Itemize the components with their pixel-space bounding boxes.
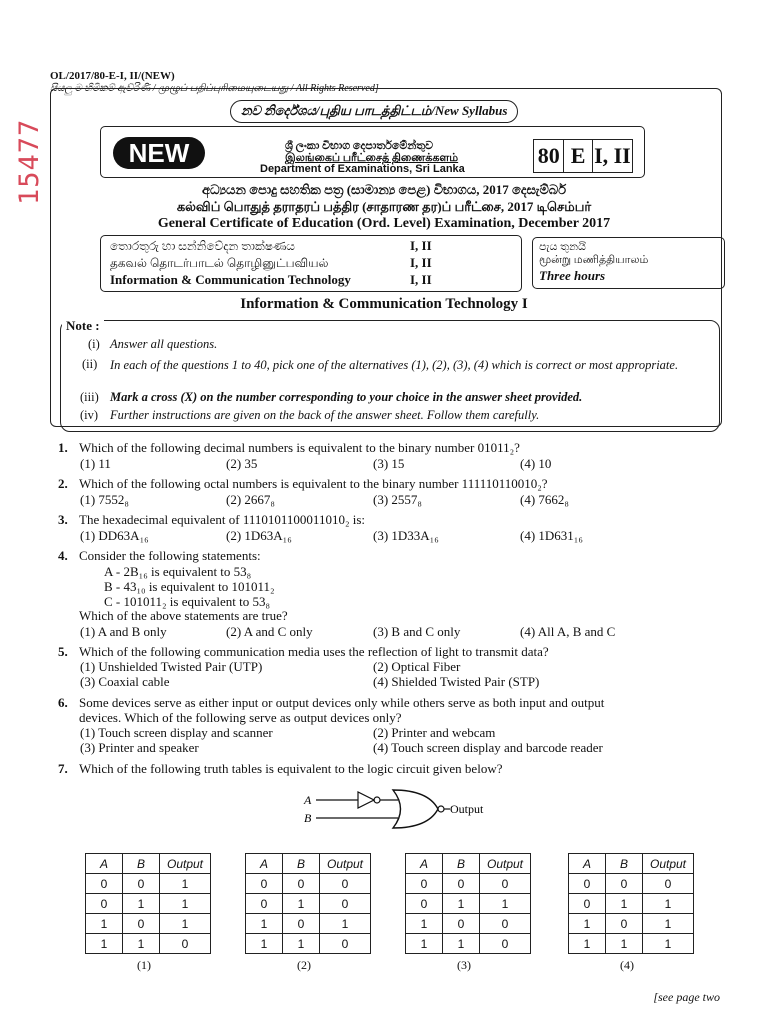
table-cell: 0 — [123, 874, 160, 894]
question-number: 3. — [58, 512, 68, 527]
table-cell: 0 — [246, 894, 283, 914]
option: (1) Touch screen display and scanner — [80, 725, 273, 740]
subject-part: I, II — [410, 238, 432, 253]
option: (4) 1D631₁₆ — [520, 528, 583, 543]
table-row — [406, 934, 531, 954]
table-cell: 1 — [160, 894, 211, 914]
option: (2) Optical Fiber — [373, 659, 461, 674]
table-row — [246, 914, 371, 934]
truth-table-label: (3) — [457, 958, 471, 972]
table-header: Output — [480, 854, 531, 874]
note-num: (iv) — [80, 408, 99, 422]
option: (1) Unshielded Twisted Pair (UTP) — [80, 659, 263, 674]
table-cell: 0 — [480, 914, 531, 934]
subject-part: I, II — [410, 272, 432, 287]
truth-table-label: (1) — [137, 958, 151, 972]
table-header: A — [406, 854, 443, 874]
question-number: 5. — [58, 644, 68, 659]
table-row — [406, 894, 531, 914]
duration-sinhala: පැය තුනයි — [539, 241, 586, 253]
table-cell: 0 — [86, 874, 123, 894]
table-cell: 0 — [569, 894, 606, 914]
question-number: 2. — [58, 476, 68, 491]
table-cell: 1 — [86, 934, 123, 954]
table-cell: 0 — [480, 934, 531, 954]
note-item: In each of the questions 1 to 40, pick one of the alternatives (1), (2), (3), (4) which is correct or most appropriate. — [110, 358, 679, 372]
question-number: 1. — [58, 440, 68, 455]
table-cell: 0 — [160, 934, 211, 954]
duration-tamil: மூன்று மணித்தியாலம் — [539, 254, 649, 266]
exam-title-sinhala: අධ්‍යයන පොදු සහතික පත්‍ර (සාමාන්‍ය පෙළ) විභාගය, 2017 දෙසැම්බර් — [201, 182, 567, 197]
statement: B - 43₁₀ is equivalent to 101011₂ — [104, 579, 275, 594]
table-cell: 1 — [643, 894, 694, 914]
note-item: Further instructions are given on the back of the answer sheet. Follow them carefully. — [110, 408, 540, 422]
question-text: Which of the following truth tables is equivalent to the logic circuit given below? — [79, 761, 503, 776]
table-row — [86, 914, 211, 934]
table-row — [86, 874, 211, 894]
logic-circuit-diagram — [298, 786, 498, 830]
table-cell: 1 — [246, 934, 283, 954]
option: (3) B and C only — [373, 624, 461, 639]
option: (3) 2557₈ — [373, 492, 422, 507]
option: (3) 1D33A₁₆ — [373, 528, 439, 543]
table-row — [569, 874, 694, 894]
option: (3) Printer and speaker — [80, 740, 199, 755]
question-text: Some devices serve as either input or output devices only while others serve as both input and output — [79, 695, 605, 710]
table-cell: 0 — [320, 894, 371, 914]
question-number: 7. — [58, 761, 68, 776]
new-badge: NEW — [113, 137, 205, 169]
table-cell: 1 — [643, 914, 694, 934]
table-row — [86, 934, 211, 954]
table-row — [569, 894, 694, 914]
table-header: A — [569, 854, 606, 874]
question-text: The hexadecimal equivalent of 1110101100011010₂ is: — [79, 512, 366, 527]
table-header: B — [123, 854, 160, 874]
table-cell: 1 — [569, 934, 606, 954]
output-label: Output — [450, 802, 484, 816]
exam-title-tamil: கல்விப் பொதுத் தராதரப் பத்திர (சாதாரண தர)ப் பரீட்சை, 2017 டிசெம்பர் — [176, 199, 592, 214]
subject-english: Information & Communication Technology — [110, 272, 351, 287]
table-cell: 0 — [643, 874, 694, 894]
table-cell: 0 — [480, 874, 531, 894]
option: (2) 1D63A₁₆ — [226, 528, 292, 543]
option: (2) Printer and webcam — [373, 725, 496, 740]
table-cell: 0 — [283, 914, 320, 934]
subject-code-box — [533, 139, 633, 173]
table-header: Output — [160, 854, 211, 874]
table-row — [406, 874, 531, 894]
option: (3) 15 — [373, 456, 405, 471]
option: (2) 2667₈ — [226, 492, 275, 507]
table-cell: 1 — [480, 894, 531, 914]
table-cell: 0 — [86, 894, 123, 914]
table-cell: 0 — [246, 874, 283, 894]
table-row — [246, 934, 371, 954]
table-cell: 1 — [283, 934, 320, 954]
subject-tamil: தகவல் தொடர்பாடல் தொழினுட்பவியல் — [110, 256, 329, 270]
not-gate-icon — [358, 792, 374, 808]
option: (4) All A, B and C — [520, 624, 616, 639]
table-row — [406, 914, 531, 934]
table-cell: 1 — [320, 914, 371, 934]
table-header: B — [606, 854, 643, 874]
truth-table-1 — [85, 853, 211, 954]
table-row — [246, 894, 371, 914]
note-item: Mark a cross (X) on the number corresponding to your choice in the answer sheet provided. — [110, 390, 583, 404]
question-text: Which of the following decimal numbers is equivalent to the binary number 01011₂? — [79, 440, 520, 455]
table-cell: 0 — [320, 874, 371, 894]
table-cell: 1 — [123, 934, 160, 954]
note-num: (ii) — [82, 357, 98, 371]
statement: C - 101011₂ is equivalent to 53₈ — [104, 594, 271, 609]
note-num: (iii) — [80, 390, 99, 404]
page-footer: [see page two — [653, 990, 720, 1004]
input-b-label: B — [304, 811, 312, 825]
option: (2) A and C only — [226, 624, 313, 639]
table-header: A — [246, 854, 283, 874]
statement: A - 2B₁₆ is equivalent to 53₈ — [104, 564, 252, 579]
table-cell: 1 — [406, 934, 443, 954]
syllabus-label: නව නිර්දේශය/புதிய பாடத்திட்டம்/New Syllabus — [230, 100, 518, 123]
table-header: Output — [643, 854, 694, 874]
table-cell: 1 — [160, 874, 211, 894]
table-cell: 0 — [606, 874, 643, 894]
table-cell: 1 — [283, 894, 320, 914]
option: (4) 10 — [520, 456, 552, 471]
table-cell: 0 — [283, 874, 320, 894]
option: (1) DD63A₁₆ — [80, 528, 149, 543]
exam-title-english: General Certificate of Education (Ord. Level) Examination, December 2017 — [157, 216, 611, 231]
question-subtext: Which of the above statements are true? — [79, 608, 288, 623]
table-row — [569, 914, 694, 934]
table-cell: 1 — [606, 934, 643, 954]
table-cell: 0 — [443, 874, 480, 894]
table-row — [86, 894, 211, 914]
subject-part: I, II — [410, 255, 432, 270]
table-header: A — [86, 854, 123, 874]
option: (1) 11 — [80, 456, 111, 471]
table-cell: 0 — [569, 874, 606, 894]
table-cell: 0 — [606, 914, 643, 934]
table-cell: 1 — [246, 914, 283, 934]
table-cell: 0 — [406, 874, 443, 894]
dept-tamil: இலங்கைப் பரீட்சைத் திணைக்களம் — [285, 152, 459, 164]
duration-english: Three hours — [539, 268, 606, 283]
question-text: devices. Which of the following serve as output devices only? — [79, 710, 402, 725]
input-a-label: A — [304, 793, 312, 807]
table-header: Output — [320, 854, 371, 874]
truth-table-4 — [568, 853, 694, 954]
table-cell: 0 — [320, 934, 371, 954]
table-row — [246, 874, 371, 894]
table-cell: 1 — [86, 914, 123, 934]
paper-code: OL/2017/80-E-I, II/(NEW) — [50, 70, 175, 82]
truth-table-3 — [405, 853, 531, 954]
option: (4) Touch screen display and barcode reader — [373, 740, 603, 755]
stamp-number: 15477 — [14, 118, 45, 205]
truth-table-label: (4) — [620, 958, 634, 972]
table-cell: 0 — [123, 914, 160, 934]
table-cell: 1 — [160, 914, 211, 934]
table-cell: 1 — [443, 934, 480, 954]
dept-sinhala: ශ්‍රී ලංකා විභාග දෙපාර්තමේන්තුව — [285, 140, 434, 152]
question-number: 6. — [58, 695, 68, 710]
table-cell: 0 — [406, 894, 443, 914]
truth-table-label: (2) — [297, 958, 311, 972]
table-cell: 1 — [406, 914, 443, 934]
table-cell: 1 — [443, 894, 480, 914]
code-cell: E — [564, 140, 592, 172]
dept-english: Department of Examinations, Sri Lanka — [260, 163, 465, 175]
option: (2) 35 — [226, 456, 258, 471]
option: (3) Coaxial cable — [80, 674, 170, 689]
option: (1) 7552₈ — [80, 492, 129, 507]
table-cell: 0 — [443, 914, 480, 934]
table-row — [569, 934, 694, 954]
code-cell: 80 — [534, 140, 564, 172]
code-cell: I, II — [594, 143, 631, 168]
truth-table-2 — [245, 853, 371, 954]
note-item: Answer all questions. — [110, 337, 218, 351]
option: (4) 7662₈ — [520, 492, 569, 507]
duration-box — [532, 237, 725, 289]
question-text: Which of the following communication media uses the reflection of light to transmit data? — [79, 644, 549, 659]
note-num: (i) — [88, 337, 100, 351]
option: (1) A and B only — [80, 624, 167, 639]
table-cell: 1 — [643, 934, 694, 954]
question-text: Which of the following octal numbers is equivalent to the binary number 111110110010₂? — [79, 476, 548, 491]
question-text: Consider the following statements: — [79, 548, 261, 563]
option: (4) Shielded Twisted Pair (STP) — [373, 674, 540, 689]
subject-sinhala: තොරතුරු හා සන්නිවේදන තාක්ෂණය — [110, 239, 295, 253]
table-cell: 1 — [569, 914, 606, 934]
paper-title: Information & Communication Technology I — [240, 296, 528, 312]
table-cell: 1 — [606, 894, 643, 914]
rights-reserved: සියලු ම හිමිකම් ඇව්රිණි / முழுப் பதிப்புரிமையுடையது / All Rights Reserved] — [50, 83, 379, 94]
nor-gate-icon — [393, 790, 438, 828]
table-cell: 1 — [123, 894, 160, 914]
question-number: 4. — [58, 548, 68, 563]
note-title: Note : — [62, 318, 104, 334]
table-header: B — [283, 854, 320, 874]
table-header: B — [443, 854, 480, 874]
